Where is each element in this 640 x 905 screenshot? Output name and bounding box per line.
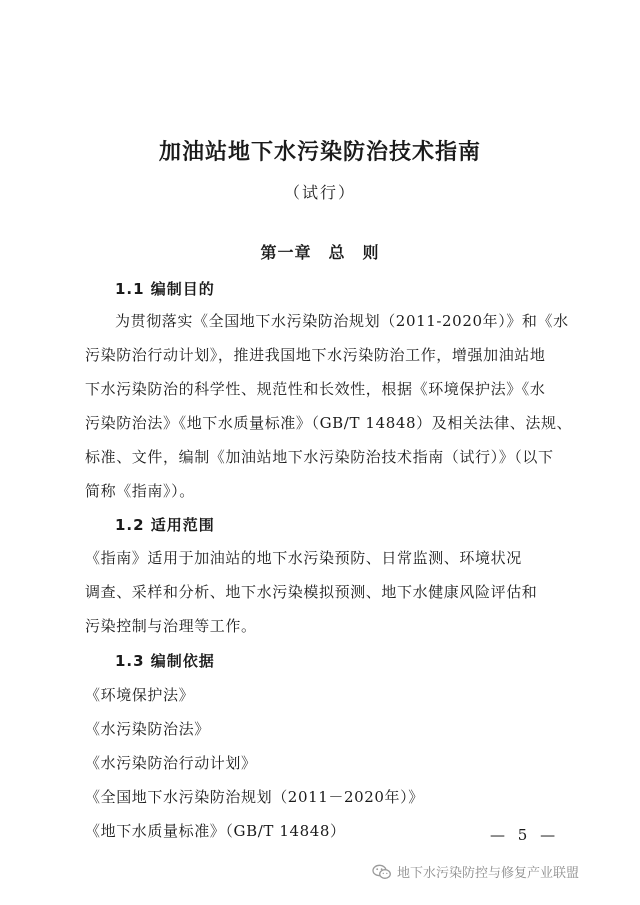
paragraph-line: 污染防治法》《地下水质量标准》（GB/T 14848）及相关法律、法规、 xyxy=(85,414,573,432)
paragraph-line: 调查、采样和分析、地下水污染模拟预测、地下水健康风险评估和 xyxy=(85,583,538,601)
paragraph-line: 《指南》适用于加油站的地下水污染预防、日常监测、环境状况 xyxy=(85,549,522,567)
paragraph-line: 标准、文件，编制《加油站地下水污染防治技术指南（试行）》（以下 xyxy=(85,448,554,466)
document-subtitle: （试行） xyxy=(283,183,356,202)
section-heading-1-3: 1.3 编制依据 xyxy=(115,652,215,670)
reference-item: 《地下水质量标准》（GB/T 14848） xyxy=(85,822,346,840)
document-title: 加油站地下水污染防治技术指南 xyxy=(158,140,481,165)
reference-item: 《全国地下水污染防治规划（2011－2020年）》 xyxy=(85,788,424,806)
reference-item: 《水污染防治行动计划》 xyxy=(85,754,257,772)
reference-item: 《水污染防治法》 xyxy=(85,720,210,738)
paragraph-line: 污染防治行动计划》，推进我国地下水污染防治工作，增强加油站地 xyxy=(85,346,546,364)
wechat-icon xyxy=(372,864,392,880)
section-heading-1-1: 1.1 编制目的 xyxy=(115,280,215,298)
page-number: — 5 — xyxy=(490,826,560,844)
watermark xyxy=(372,862,579,881)
reference-item: 《环境保护法》 xyxy=(85,686,195,704)
paragraph-line: 简称《指南》）。 xyxy=(85,482,195,500)
paragraph-line: 为贯彻落实《全国地下水污染防治规划（2011-2020年）》和《水 xyxy=(115,312,569,330)
paragraph-line: 下水污染防治的科学性、规范性和长效性，根据《环境保护法》《水 xyxy=(85,380,546,398)
watermark-text: 地下水污染防控与修复产业联盟 xyxy=(397,866,580,881)
paragraph-line: 污染控制与治理等工作。 xyxy=(85,617,257,635)
chapter-title: 第一章 总 则 xyxy=(260,243,380,262)
section-heading-1-2: 1.2 适用范围 xyxy=(115,516,215,534)
